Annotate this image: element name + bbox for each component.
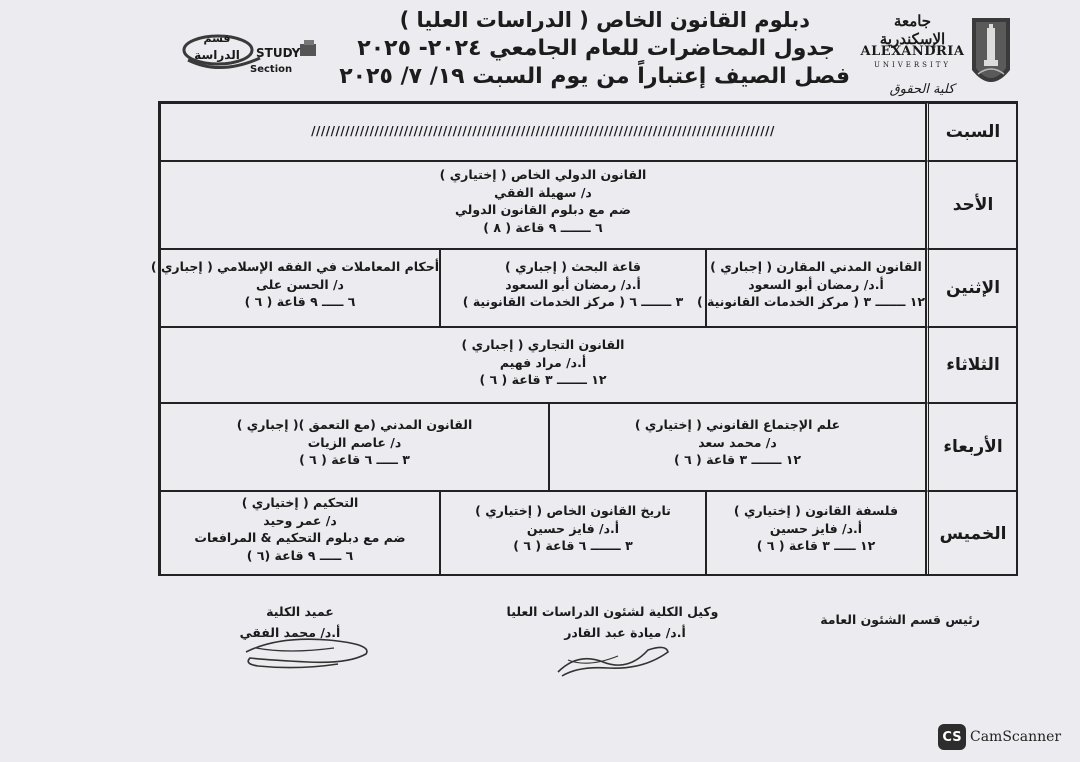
lecturer-name: أ.د/ فايز حسين bbox=[526, 520, 620, 536]
course-name: فلسفة القانون ( إختياري ) bbox=[733, 503, 899, 518]
lecturer-name: د/ محمد سعد bbox=[698, 434, 777, 450]
day-label: الأحد bbox=[952, 195, 994, 215]
semester-title: فصل الصيف إعتباراً من يوم السبت ١٩/ ٧/ ٢٠٢٥ bbox=[339, 64, 850, 89]
course-name: القانون التجاري ( إجباري ) bbox=[461, 337, 625, 352]
day-label: السبت bbox=[945, 122, 1001, 142]
vice-dean-title: وكيل الكلية لشئون الدراسات العليا bbox=[506, 604, 719, 619]
university-english-sub: UNIVERSITY bbox=[873, 61, 952, 69]
day-wednesday bbox=[926, 403, 1018, 491]
course-name: تاريخ القانون الخاص ( إختياري ) bbox=[475, 503, 671, 518]
course-name: القانون المدني المقارن ( إجباري ) bbox=[710, 259, 922, 274]
course-name: القانون الدولي الخاص ( إختياري ) bbox=[439, 167, 647, 182]
vice-dean-name: أ.د/ ميادة عبد القادر bbox=[564, 625, 686, 640]
lecture-time: ١٢ ـــــــ ٣ ( مركز الخدمات القانونية ) bbox=[696, 294, 925, 309]
lecture-time: ١٢ ـــــــ ٣ قاعة ( ٦ ) bbox=[479, 372, 607, 387]
vice-dean-signature bbox=[548, 632, 678, 682]
lecture-note: ضم مع دبلوم القانون الدولي bbox=[455, 202, 631, 217]
university-english-name: ALEXANDRIA bbox=[860, 44, 965, 59]
day-label: الأربعاء bbox=[943, 437, 1003, 457]
logo-top-word: قسم bbox=[203, 32, 231, 45]
monday-slot-1 bbox=[696, 249, 926, 327]
university-arabic-name: جامعة الإسكندرية bbox=[879, 12, 946, 48]
lecture-time: ٣ ـــــــ ٦ قاعة ( ٦ ) bbox=[513, 538, 633, 553]
dean-signature bbox=[238, 628, 383, 673]
logo-middle-word: الدراسة bbox=[194, 48, 240, 62]
lecture-time: ١٢ ـــــ ٣ قاعة ( ٦ ) bbox=[756, 538, 876, 553]
lecture-time: ١٢ ـــــــ ٣ قاعة ( ٦ ) bbox=[673, 452, 802, 467]
lecturer-name: د/ عمر وحيد bbox=[263, 512, 337, 528]
course-name: علم الإجتماع القانوني ( إختياري ) bbox=[634, 417, 841, 432]
camscanner-logo: CS bbox=[938, 724, 966, 750]
lecture-time: ٣ ـــــ ٦ قاعة ( ٦ ) bbox=[299, 452, 410, 467]
logo-study-word: STUDY bbox=[256, 46, 301, 60]
lecturer-name: د/ الحسن على bbox=[256, 276, 344, 292]
monday-slot-2 bbox=[440, 249, 706, 327]
tuesday-lecture-cell bbox=[160, 327, 926, 403]
lecture-time: ٦ ـــــــ ٩ قاعة ( ٨ ) bbox=[483, 219, 603, 235]
lighthouse-emblem-icon bbox=[966, 14, 1016, 96]
wednesday-slot-1 bbox=[549, 403, 926, 491]
alexandria-university-logo bbox=[860, 10, 1020, 105]
lecture-time: ٣ ـــــــ ٦ ( مركز الخدمات القانونية ) bbox=[462, 294, 684, 309]
day-label: الإثنين bbox=[945, 278, 1001, 298]
day-label: الثلاثاء bbox=[946, 355, 1000, 375]
thursday-slot-2 bbox=[440, 491, 706, 576]
dean-title: عميد الكلية bbox=[266, 604, 334, 619]
schedule-title: جدول المحاضرات للعام الجامعي ٢٠٢٤- ٢٠٢٥ bbox=[357, 36, 835, 61]
faculty-name: كلية الحقوق bbox=[889, 82, 955, 97]
course-name: قاعة البحث ( إجباري ) bbox=[505, 259, 641, 274]
day-tuesday bbox=[926, 327, 1018, 403]
day-sunday bbox=[926, 161, 1018, 249]
lecturer-name: د/ سهيلة الفقي bbox=[494, 184, 592, 200]
lecturer-name: أ.د/ فايز حسين bbox=[769, 520, 863, 536]
day-thursday bbox=[926, 491, 1018, 576]
thursday-slot-1 bbox=[706, 491, 926, 576]
saturday-empty-cell bbox=[160, 103, 926, 161]
day-label: الخميس bbox=[939, 523, 1007, 544]
lecturer-name: أ.د/ رمضان أبو السعود bbox=[505, 276, 641, 292]
course-name: القانون المدني (مع التعمق )( إجباري ) bbox=[236, 417, 473, 432]
lecture-note: ضم مع دبلوم التحكيم & المرافعات bbox=[194, 530, 406, 545]
diploma-title: دبلوم القانون الخاص ( الدراسات العليا ) bbox=[399, 8, 810, 32]
thursday-slot-3 bbox=[160, 491, 440, 576]
lecturer-name: أ.د/ رمضان أبو السعود bbox=[748, 276, 884, 292]
wednesday-slot-2 bbox=[160, 403, 549, 491]
monday-slot-3 bbox=[150, 249, 440, 327]
day-saturday bbox=[926, 103, 1018, 161]
lecturer-name: أ.د/ مراد فهيم bbox=[499, 354, 587, 370]
lecturer-name: د/ عاصم الزيات bbox=[307, 434, 402, 450]
dean-name: أ.د/ محمد الفقي bbox=[239, 625, 341, 640]
logo-section-word: Section bbox=[250, 64, 293, 75]
course-name: التحكيم ( إختياري ) bbox=[241, 495, 359, 510]
sunday-lecture-cell bbox=[160, 161, 926, 249]
study-section-logo bbox=[180, 28, 330, 80]
course-name: أحكام المعاملات في الفقه الإسلامي ( إجباري ) bbox=[150, 259, 439, 274]
head-of-department-title: رئيس قسم الشئون العامة bbox=[820, 612, 980, 627]
empty-slashes: /////////////////////////////////////////////////////////////////////////////////////////////// bbox=[311, 124, 775, 139]
schedule-table bbox=[150, 101, 1018, 576]
lecture-time: ٦ ـــــ ٩ قاعة ( ٦ ) bbox=[244, 294, 356, 309]
day-monday bbox=[926, 249, 1018, 327]
lecture-time: ٦ ـــــ ٩ قاعة (٦ ) bbox=[246, 547, 354, 563]
camscanner-label: CamScanner bbox=[970, 729, 1062, 745]
